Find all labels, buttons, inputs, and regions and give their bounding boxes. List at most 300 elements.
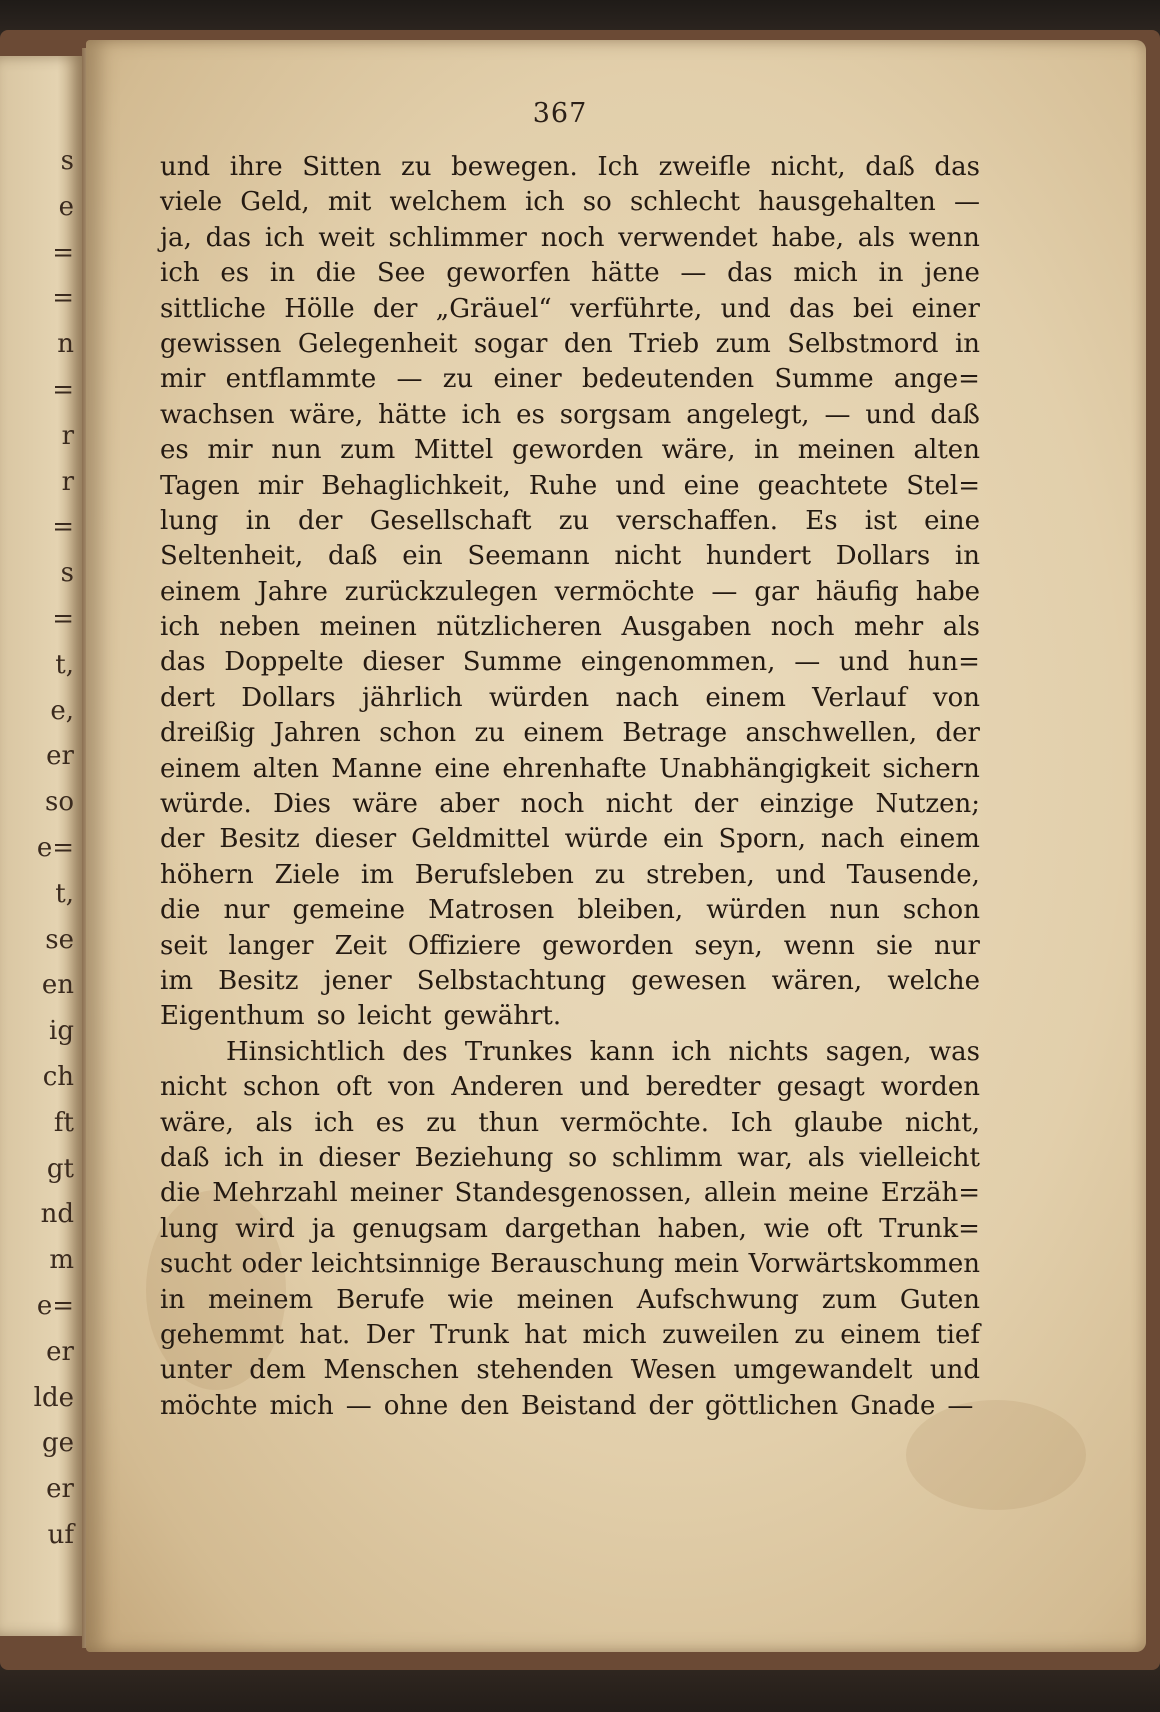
word: vermöchte (554, 576, 695, 607)
word: einem (899, 824, 980, 855)
left-page-fragment: ft (53, 1107, 74, 1138)
word: nach (820, 824, 885, 855)
word: nicht, (904, 1107, 980, 1138)
word: ange= (893, 364, 980, 395)
word: sorgsam (559, 399, 672, 430)
word: neben (219, 612, 301, 643)
word: ich (160, 612, 200, 643)
word: und (929, 1355, 980, 1386)
left-page-fragment: n (57, 329, 74, 360)
word: Geld, (240, 187, 310, 218)
left-page-fragment: so (45, 787, 74, 818)
word: tief (936, 1319, 980, 1350)
word: Gesellschaft (369, 505, 532, 536)
word: meinen (516, 1284, 614, 1315)
word: oder (241, 1249, 302, 1280)
word: Hölle (284, 293, 355, 324)
word: stehenden (476, 1355, 614, 1386)
word: geworden (511, 435, 644, 466)
word: nicht (614, 541, 682, 572)
word: ich (671, 1036, 712, 1067)
word: beredter (645, 1072, 761, 1103)
word: Beistand (521, 1390, 637, 1421)
word: schon (242, 1072, 321, 1103)
word: als (255, 1107, 293, 1138)
word: Mehrzahl (212, 1178, 338, 1209)
word: ehrenhafte (502, 753, 647, 784)
text-line (160, 999, 980, 1034)
body-text (160, 150, 980, 1424)
text-line (160, 292, 980, 327)
word: verschaffen. (616, 505, 778, 536)
word: meinen (319, 612, 417, 643)
left-page-fragment: ig (49, 1016, 74, 1047)
word: den (460, 1390, 510, 1421)
text-line (160, 575, 980, 610)
text-line (160, 1318, 980, 1353)
word: Geldmittel (411, 824, 550, 855)
word: des (402, 1036, 448, 1067)
word: zu (426, 1107, 457, 1138)
word: als (857, 222, 895, 253)
word: Mittel (413, 435, 494, 466)
word: oft (826, 1213, 863, 1244)
word: einer (493, 364, 562, 395)
word: zu (474, 718, 505, 749)
word: sie (875, 930, 913, 961)
word: Gelegenheit (297, 328, 458, 359)
text-line (160, 1176, 980, 1211)
word: mehr (854, 612, 924, 643)
word: Doppelte (224, 647, 344, 678)
left-page-fragment: ge (41, 1428, 74, 1459)
word: ohne (383, 1390, 449, 1421)
word: streben, (646, 859, 755, 890)
word: das (205, 222, 252, 253)
word: vermöchte. (560, 1107, 709, 1138)
word: verführte, (570, 293, 703, 324)
word: einem (840, 1319, 921, 1350)
text-line (160, 964, 980, 999)
word: gar (754, 576, 799, 607)
word: so (582, 187, 612, 218)
word: höhern (160, 859, 254, 890)
word: nicht, (770, 152, 846, 182)
word: ihre (229, 152, 283, 182)
word: Wesen (630, 1355, 717, 1386)
word: thun (478, 1107, 540, 1138)
left-page-fragment: er (46, 1336, 74, 1367)
left-page-fragment: s (60, 558, 74, 589)
word: göttlichen (705, 1390, 839, 1421)
word: geachtete (757, 470, 889, 501)
word: der (160, 824, 205, 855)
word: jährlich (361, 682, 463, 713)
word: Trunk (429, 1319, 509, 1350)
word: es (220, 258, 250, 289)
word: zu (401, 152, 432, 182)
word: zum (715, 328, 771, 359)
word: viele (160, 187, 223, 218)
word: ein (402, 541, 443, 572)
word: Jahren (273, 718, 361, 749)
word: unter (160, 1355, 232, 1386)
word: Vorwärtskommen (748, 1249, 980, 1280)
word: wie (763, 1213, 810, 1244)
word: Zeit (334, 930, 387, 961)
word: würde. (160, 789, 252, 820)
word: alten (913, 435, 980, 466)
word: in (954, 328, 980, 359)
text-line (160, 893, 980, 928)
word: im (360, 859, 394, 890)
word: — (947, 1390, 974, 1421)
word: Verlauf (812, 682, 907, 713)
word: in (269, 258, 295, 289)
text-line (160, 1212, 980, 1247)
word: anschwellen, (745, 718, 918, 749)
word: der (693, 789, 739, 820)
word: Unabhängigkeit (658, 753, 871, 784)
word: zuweilen (662, 1319, 779, 1350)
word: nur (223, 895, 270, 926)
word: umgewandelt (733, 1355, 913, 1386)
left-page-fragment: e= (36, 1291, 74, 1321)
word: Ausgaben (621, 612, 752, 643)
word: schlimmer (388, 222, 527, 253)
word: in (278, 1142, 304, 1173)
text-line (160, 1035, 980, 1070)
word: zurückzulegen (344, 576, 538, 607)
word: Selbstmord (787, 328, 939, 359)
word: in (245, 505, 271, 536)
word: vielleicht (859, 1142, 980, 1173)
word: nicht (605, 789, 673, 820)
word: meinem (207, 1284, 314, 1315)
word: der (298, 505, 343, 536)
text-line (160, 752, 980, 787)
word: ich (224, 1142, 264, 1173)
text-line (160, 150, 980, 185)
word: das (727, 258, 773, 289)
left-page-fragment: = (52, 237, 74, 268)
left-page-fragment: m (49, 1245, 74, 1276)
text-line (160, 929, 980, 964)
word: Besitz (219, 824, 300, 855)
text-line (160, 1353, 980, 1388)
word: Betrage (622, 718, 728, 749)
word: als (807, 1142, 845, 1173)
word: war, (737, 1142, 793, 1173)
left-page-fragment: t, (55, 878, 74, 909)
word: Besitz (218, 965, 299, 996)
word: und (160, 152, 211, 182)
word: ich (314, 1107, 355, 1138)
word: und (615, 470, 666, 501)
word: mir (160, 364, 206, 395)
word: Trieb (629, 328, 700, 359)
word: — (953, 187, 980, 218)
word: eine (924, 505, 980, 536)
word: würde (564, 824, 649, 855)
word: es (160, 435, 189, 466)
word: wie (447, 1284, 494, 1315)
word: sittliche (160, 293, 266, 324)
word: Hinsichtlich (226, 1036, 386, 1067)
word: Beziehung (414, 1142, 554, 1173)
word: würden (488, 682, 590, 713)
word: Matrosen (428, 895, 555, 926)
text-line (160, 433, 980, 468)
word: Gnade (850, 1390, 936, 1421)
text-line (160, 1106, 980, 1141)
text-line (160, 858, 980, 893)
word: — (824, 399, 851, 430)
text-line (160, 185, 980, 220)
word: zu (794, 1319, 825, 1350)
word: und (838, 647, 890, 678)
word: nicht (160, 1072, 227, 1103)
word: ein (663, 824, 704, 855)
word: Standesgenossen, (454, 1178, 692, 1209)
word: der (648, 1390, 694, 1421)
text-line (160, 221, 980, 256)
word: häufig (815, 576, 899, 607)
word: welche (887, 965, 980, 996)
word: „Gräuel“ (435, 293, 552, 324)
word: zu (558, 505, 590, 536)
word: mit (327, 187, 372, 218)
word: ich (264, 222, 305, 253)
word: wäre, (289, 399, 364, 430)
word: das (934, 152, 980, 182)
word: habe (915, 576, 980, 607)
word: daß (327, 541, 378, 572)
left-page-fragment: r (61, 420, 74, 451)
word: hätte (378, 399, 447, 430)
word: ich (524, 187, 565, 218)
word: glaube (793, 1107, 884, 1138)
word: langer (228, 930, 314, 961)
word: ich (160, 258, 200, 289)
word: und (775, 859, 826, 890)
word: alten (252, 753, 320, 784)
word: mir (207, 435, 253, 466)
word: mich (582, 1319, 647, 1350)
word: hundert (705, 541, 812, 572)
word: Tausende, (846, 859, 980, 890)
word: seyn, (694, 930, 763, 961)
text-line (160, 822, 980, 857)
left-page-fragment: gt (46, 1153, 74, 1184)
word: aber (439, 789, 500, 820)
word: einem (160, 753, 241, 784)
word: meinen (797, 435, 895, 466)
word: zum (821, 1284, 877, 1315)
word: so (316, 1001, 346, 1032)
word: Seltenheit, (160, 541, 304, 572)
left-page-fragment: = (52, 375, 74, 405)
text-line (160, 1141, 980, 1176)
word: — (396, 364, 423, 395)
word: hat. (299, 1319, 351, 1350)
word: zu (594, 859, 626, 890)
word: wäre (352, 789, 418, 820)
word: ist (864, 505, 897, 536)
word: dem (249, 1355, 306, 1386)
word: gesagt (776, 1072, 865, 1103)
word: sucht (160, 1249, 232, 1280)
word: Berauschung (490, 1249, 665, 1280)
word: Erzäh= (880, 1178, 980, 1209)
word: Behaglichkeit, (321, 470, 511, 501)
word: nach (615, 682, 680, 713)
word: dieser (318, 1142, 400, 1173)
text-line (160, 787, 980, 822)
word: so (568, 1142, 598, 1173)
word: nur (933, 930, 980, 961)
left-page-fragment: er (46, 741, 74, 772)
word: — (345, 1390, 372, 1421)
text-line (160, 1070, 980, 1105)
word: wird (235, 1213, 295, 1244)
word: dargethan (504, 1213, 641, 1244)
word: nun (271, 435, 322, 466)
word: Seemann (467, 541, 590, 572)
word: der (372, 293, 418, 324)
word: genugsam (352, 1213, 488, 1244)
text-line (160, 362, 980, 397)
word: Berufe (336, 1284, 425, 1315)
text-line (160, 256, 980, 291)
word: Jahre (257, 576, 328, 607)
word: würden (706, 895, 807, 926)
left-page-fragment: s (60, 146, 74, 176)
word: — (711, 576, 738, 607)
word: habe, (771, 222, 844, 253)
word: Ich (597, 152, 639, 182)
word: Tagen (160, 470, 240, 501)
word: wachsen (160, 399, 275, 430)
word: lung (160, 505, 219, 536)
text-line (160, 469, 980, 504)
word: gewährt. (443, 1001, 562, 1032)
word: welchem (389, 187, 507, 218)
text-line (160, 645, 980, 680)
left-page-fragment: e= (36, 833, 74, 863)
word: und (720, 293, 771, 324)
word: gewesen (631, 965, 747, 996)
word: Ruhe (528, 470, 598, 501)
word: kann (589, 1036, 655, 1067)
word: in (754, 435, 780, 466)
word: Trunkes (464, 1036, 573, 1067)
word: im (160, 965, 193, 996)
word: Summe (774, 364, 874, 395)
word: hätte (591, 258, 660, 289)
word: die (315, 258, 357, 289)
word: schlimm (611, 1142, 723, 1173)
word: bewegen. (451, 152, 578, 182)
word: Sitten (302, 152, 382, 182)
text-line (160, 327, 980, 362)
word: ja, (160, 222, 192, 253)
word: seit (160, 930, 208, 961)
word: bleiben, (577, 895, 684, 926)
text-line (160, 1389, 980, 1424)
word: einem (705, 682, 786, 713)
word: von (388, 1072, 436, 1103)
word: eine (434, 753, 491, 784)
word: schlecht (629, 187, 741, 218)
word: lung (160, 1213, 219, 1244)
text-line (160, 1283, 980, 1318)
word: in (878, 258, 904, 289)
word: mir (257, 470, 304, 501)
left-page-fragment: = (52, 512, 74, 543)
left-page-fragment: r (61, 466, 74, 497)
word: noch (520, 789, 585, 820)
left-page-fragment: e, (50, 695, 74, 726)
word: das (789, 293, 835, 324)
facing-page-left (0, 56, 82, 1636)
word: daß (930, 399, 980, 430)
word: daß (160, 1142, 210, 1173)
word: Menschen (323, 1355, 459, 1386)
word: wäre, (661, 435, 736, 466)
word: leicht (357, 1001, 432, 1032)
left-page-fragment: e (58, 191, 74, 222)
left-page-fragment: ch (42, 1062, 74, 1092)
word: die (160, 1178, 201, 1209)
word: dert (160, 682, 215, 713)
word: Dollars (241, 682, 336, 713)
word: noch (770, 612, 835, 643)
word: Es (805, 505, 838, 536)
word: es (375, 1107, 405, 1138)
left-page-fragment: en (41, 970, 74, 1001)
word: schon (902, 895, 980, 926)
word: Selbstachtung (416, 965, 607, 996)
word: — (794, 647, 821, 678)
word: sogar (473, 328, 548, 359)
word: möchte (160, 1390, 258, 1421)
word: sagen, (825, 1036, 912, 1067)
word: zweifle (658, 152, 751, 182)
word: See (376, 258, 426, 289)
left-page-fragment: nd (40, 1199, 74, 1230)
text-line (160, 1247, 980, 1282)
text-line (160, 610, 980, 645)
word: wenn (908, 222, 980, 253)
word: und (865, 399, 916, 430)
word: Anderen (451, 1072, 564, 1103)
word: Trunk= (879, 1213, 980, 1244)
word: Dies (273, 789, 331, 820)
word: hausgehalten (758, 187, 936, 218)
left-page-fragment: lde (33, 1382, 74, 1413)
left-page-fragment: uf (47, 1520, 74, 1550)
text-line (160, 539, 980, 574)
word: jener (323, 965, 392, 996)
word: Offiziere (407, 930, 522, 961)
word: nichts (728, 1036, 809, 1067)
word: Berufsleben (414, 859, 574, 890)
word: daß (865, 152, 915, 182)
word: eingenommen, (580, 647, 776, 678)
word: den (563, 328, 613, 359)
word: Eigenthum (160, 1001, 305, 1032)
